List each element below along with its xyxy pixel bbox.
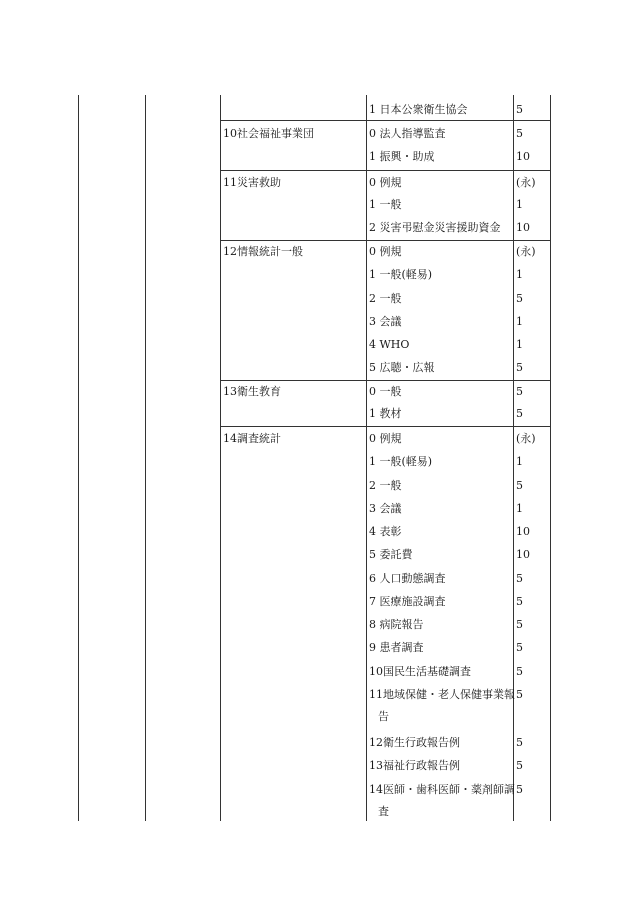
group-divider (220, 170, 551, 171)
period-cell: 5 (516, 479, 523, 492)
period-cell: 5 (516, 665, 523, 678)
period-cell: 1 (516, 268, 523, 281)
item-cell: 0 例規 (369, 176, 402, 189)
group-divider (220, 380, 551, 381)
period-cell: 1 (516, 338, 523, 351)
item-cell: 3 会議 (369, 315, 402, 328)
period-cell: 5 (516, 688, 523, 701)
item-cell-wrapped (369, 688, 515, 724)
item-cell: 8 病院報告 (369, 618, 424, 631)
group-divider (220, 120, 551, 121)
period-cell: 10 (516, 150, 530, 163)
period-cell: 5 (516, 127, 523, 140)
table-border-right (550, 95, 551, 821)
item-text: 14医師・歯科医師・薬剤師調 (369, 783, 515, 796)
category-cell: 14調査統計 (223, 432, 281, 445)
item-cell: 2 災害弔慰金災害援助資金 (369, 221, 501, 234)
item-cell: 2 一般 (369, 292, 402, 305)
item-cell: 13福祉行政報告例 (369, 759, 460, 772)
item-cell: 0 例規 (369, 245, 402, 258)
period-cell: 10 (516, 525, 530, 538)
period-cell: 1 (516, 455, 523, 468)
item-cell: 4 表彰 (369, 525, 402, 538)
item-cell: 4 WHO (369, 338, 410, 351)
item-cell: 5 委託費 (369, 548, 413, 561)
table-border-left (78, 95, 79, 821)
period-cell: 1 (516, 198, 523, 211)
item-text-continued: 告 (378, 710, 389, 723)
period-cell: (永) (516, 432, 536, 445)
period-cell: 5 (516, 407, 523, 420)
group-divider (220, 240, 551, 241)
item-cell: 1 振興・助成 (369, 150, 435, 163)
group-divider (220, 426, 551, 427)
period-cell: (永) (516, 245, 536, 258)
category-cell: 12情報統計一般 (223, 245, 303, 258)
item-text-continued: 査 (378, 805, 389, 818)
item-cell-wrapped (369, 783, 515, 819)
item-cell: 1 日本公衆衛生協会 (369, 103, 468, 116)
item-cell: 9 患者調査 (369, 641, 424, 654)
item-cell: 6 人口動態調査 (369, 572, 446, 585)
period-cell: (永) (516, 176, 536, 189)
item-cell: 12衛生行政報告例 (369, 736, 460, 749)
table-column-divider-2 (220, 95, 221, 821)
period-cell: 5 (516, 783, 523, 796)
item-cell: 1 教材 (369, 407, 402, 420)
category-cell: 11災害救助 (223, 176, 281, 189)
period-cell: 5 (516, 736, 523, 749)
period-cell: 1 (516, 315, 523, 328)
item-cell: 1 一般(軽易) (369, 455, 433, 468)
item-cell: 10国民生活基礎調査 (369, 665, 471, 678)
item-cell: 7 医療施設調査 (369, 595, 446, 608)
category-cell: 10社会福祉事業団 (223, 127, 314, 140)
period-cell: 5 (516, 361, 523, 374)
item-cell: 5 広聴・広報 (369, 361, 435, 374)
item-cell: 1 一般 (369, 198, 402, 211)
period-cell: 1 (516, 502, 523, 515)
period-cell: 5 (516, 595, 523, 608)
item-cell: 0 一般 (369, 385, 402, 398)
item-cell: 0 例規 (369, 432, 402, 445)
period-cell: 10 (516, 221, 530, 234)
table-column-divider-1 (145, 95, 146, 821)
item-cell: 0 法人指導監査 (369, 127, 446, 140)
item-cell: 1 一般(軽易) (369, 268, 433, 281)
period-cell: 5 (516, 641, 523, 654)
table-column-divider-3 (366, 95, 367, 821)
item-cell: 3 会議 (369, 502, 402, 515)
period-cell: 5 (516, 572, 523, 585)
item-text: 11地域保健・老人保健事業報 (369, 688, 515, 701)
period-cell: 10 (516, 548, 530, 561)
category-cell: 13衛生教育 (223, 385, 281, 398)
period-cell: 5 (516, 618, 523, 631)
period-cell: 5 (516, 385, 523, 398)
period-cell: 5 (516, 103, 523, 116)
period-cell: 5 (516, 292, 523, 305)
period-cell: 5 (516, 759, 523, 772)
item-cell: 2 一般 (369, 479, 402, 492)
